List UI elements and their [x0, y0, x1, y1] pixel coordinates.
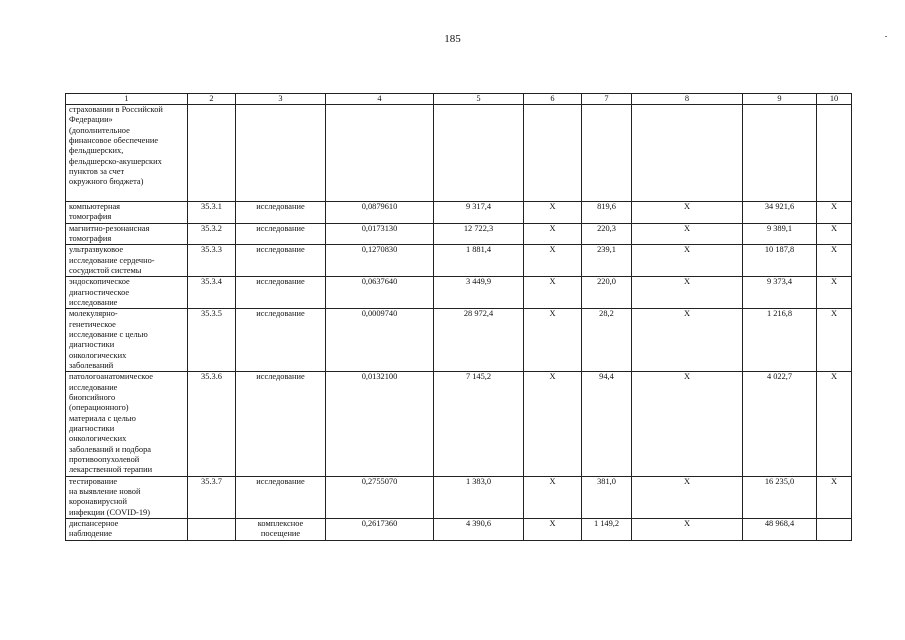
empty-cell	[524, 105, 582, 202]
unit-cell: исследование	[236, 223, 326, 245]
empty-cell	[188, 105, 236, 202]
value-cell-10: X	[817, 202, 852, 224]
value-cell-8: X	[632, 476, 743, 518]
unit-cell: исследование	[236, 372, 326, 476]
value-cell-4: 0,0132100	[326, 372, 434, 476]
value-cell-4: 0,0009740	[326, 309, 434, 372]
value-cell-5: 1 881,4	[434, 245, 524, 277]
unit-cell: исследование	[236, 202, 326, 224]
value-cell-9: 4 022,7	[743, 372, 817, 476]
table-row	[66, 223, 852, 245]
empty-cell	[743, 105, 817, 202]
value-cell-7: 381,0	[582, 476, 632, 518]
item-name-line: инфекции (COVID-19)	[69, 507, 150, 517]
column-header: 9	[743, 94, 817, 105]
value-cell-10: X	[817, 223, 852, 245]
value-cell-6: X	[524, 223, 582, 245]
item-name-line: генетическое	[69, 319, 116, 329]
code-cell: 35.3.1	[188, 202, 236, 224]
value-cell-7: 220,3	[582, 223, 632, 245]
item-name-line: диагностики	[69, 423, 115, 433]
empty-cell	[632, 105, 743, 202]
value-cell-7: 819,6	[582, 202, 632, 224]
value-cell-10	[817, 518, 852, 540]
empty-cell	[582, 105, 632, 202]
item-name-line: онкологических	[69, 350, 127, 360]
item-name-line: молекулярно-	[69, 309, 118, 319]
item-name-line: исследование сердечно-	[69, 255, 155, 265]
unit-cell: исследование	[236, 277, 326, 309]
value-cell-9: 1 216,8	[743, 309, 817, 372]
continuation-cell	[66, 105, 188, 202]
continuation-line: финансовое обеспечение	[69, 135, 159, 145]
item-name-cell	[66, 223, 188, 245]
value-cell-4: 0,0637640	[326, 277, 434, 309]
table-row	[66, 309, 852, 372]
value-cell-4: 0,2617360	[326, 518, 434, 540]
value-cell-7: 94,4	[582, 372, 632, 476]
unit-cell: исследование	[236, 245, 326, 277]
item-name-cell	[66, 202, 188, 224]
code-cell: 35.3.3	[188, 245, 236, 277]
continuation-line: пунктов за счет	[69, 166, 125, 176]
value-cell-5: 9 317,4	[434, 202, 524, 224]
scan-speck	[885, 36, 887, 37]
table-header-row	[66, 94, 852, 105]
column-header: 8	[632, 94, 743, 105]
item-name-line: лекарственной терапии	[69, 465, 153, 475]
item-name-line: сосудистой системы	[69, 265, 142, 275]
value-cell-5: 3 449,9	[434, 277, 524, 309]
value-cell-10: X	[817, 372, 852, 476]
table-row	[66, 518, 852, 540]
value-cell-5: 7 145,2	[434, 372, 524, 476]
item-name-cell	[66, 476, 188, 518]
column-header: 6	[524, 94, 582, 105]
item-name-line: исследование	[69, 297, 118, 307]
value-cell-4: 0,0173130	[326, 223, 434, 245]
table-row	[66, 245, 852, 277]
value-cell-7: 28,2	[582, 309, 632, 372]
value-cell-5: 1 383,0	[434, 476, 524, 518]
value-cell-6: X	[524, 476, 582, 518]
value-cell-6: X	[524, 245, 582, 277]
item-name-line: исследование с целью	[69, 329, 148, 339]
item-name-line: материала с целью	[69, 413, 136, 423]
unit-cell: исследование	[236, 309, 326, 372]
table-row	[66, 277, 852, 309]
continuation-row	[66, 105, 852, 202]
item-name-line: компьютерная	[69, 202, 121, 211]
value-cell-6: X	[524, 372, 582, 476]
item-name-cell	[66, 518, 188, 540]
value-cell-8: X	[632, 277, 743, 309]
item-name-line: наблюдение	[69, 529, 112, 539]
value-cell-9: 16 235,0	[743, 476, 817, 518]
item-name-line: диспансерное	[69, 518, 119, 528]
value-cell-6: X	[524, 277, 582, 309]
item-name-line: эндоскопическое	[69, 277, 130, 287]
column-header: 3	[236, 94, 326, 105]
column-header: 2	[188, 94, 236, 105]
continuation-line: Федерации»	[69, 115, 113, 125]
value-cell-8: X	[632, 309, 743, 372]
value-cell-5: 12 722,3	[434, 223, 524, 245]
code-cell: 35.3.4	[188, 277, 236, 309]
column-header: 10	[817, 94, 852, 105]
item-name-line: томография	[69, 233, 112, 243]
item-name-line: магнитно-резонансная	[69, 223, 150, 233]
value-cell-9: 9 373,4	[743, 277, 817, 309]
code-cell: 35.3.2	[188, 223, 236, 245]
value-cell-7: 220,0	[582, 277, 632, 309]
value-cell-6: X	[524, 202, 582, 224]
value-cell-9: 48 968,4	[743, 518, 817, 540]
empty-cell	[434, 105, 524, 202]
item-name-line: заболеваний и подбора	[69, 444, 151, 454]
unit-cell: комплексное посещение	[236, 518, 326, 540]
value-cell-9: 9 389,1	[743, 223, 817, 245]
value-cell-5: 28 972,4	[434, 309, 524, 372]
item-name-line: коронавирусной	[69, 497, 127, 507]
continuation-line: страховании в Российской	[69, 105, 163, 114]
item-name-line: заболеваний	[69, 360, 114, 370]
column-header: 7	[582, 94, 632, 105]
continuation-line: окружного бюджета)	[69, 177, 144, 187]
empty-cell	[817, 105, 852, 202]
column-header: 4	[326, 94, 434, 105]
item-name-line: диагностики	[69, 340, 115, 350]
value-cell-10: X	[817, 245, 852, 277]
code-cell: 35.3.5	[188, 309, 236, 372]
value-cell-6: X	[524, 309, 582, 372]
item-name-line: исследование	[69, 382, 118, 392]
column-header: 1	[66, 94, 188, 105]
value-cell-10: X	[817, 277, 852, 309]
item-name-line: на выявление новой	[69, 486, 141, 496]
item-name-line: биопсийного	[69, 392, 116, 402]
table-row	[66, 476, 852, 518]
item-name-line: онкологических	[69, 434, 127, 444]
code-cell	[188, 518, 236, 540]
unit-cell: исследование	[236, 476, 326, 518]
item-name-line: диагностическое	[69, 287, 130, 297]
empty-cell	[236, 105, 326, 202]
value-cell-9: 10 187,8	[743, 245, 817, 277]
empty-cell	[326, 105, 434, 202]
value-cell-4: 0,0879610	[326, 202, 434, 224]
item-name-cell	[66, 277, 188, 309]
value-cell-8: X	[632, 245, 743, 277]
value-cell-9: 34 921,6	[743, 202, 817, 224]
item-name-cell	[66, 372, 188, 476]
item-name-line: (операционного)	[69, 403, 129, 413]
column-header: 5	[434, 94, 524, 105]
value-cell-8: X	[632, 518, 743, 540]
continuation-line: (дополнительное	[69, 125, 130, 135]
item-name-line: томография	[69, 212, 112, 222]
value-cell-8: X	[632, 372, 743, 476]
continuation-line: фельдшерско-акушерских	[69, 156, 162, 166]
code-cell: 35.3.7	[188, 476, 236, 518]
table-row	[66, 202, 852, 224]
item-name-cell	[66, 245, 188, 277]
value-cell-10: X	[817, 309, 852, 372]
item-name-line: патологоанатомическое	[69, 372, 153, 382]
code-cell: 35.3.6	[188, 372, 236, 476]
data-table	[65, 93, 852, 541]
page-number: 185	[444, 33, 461, 45]
value-cell-5: 4 390,6	[434, 518, 524, 540]
value-cell-4: 0,2755070	[326, 476, 434, 518]
item-name-line: ультразвуковое	[69, 245, 124, 255]
item-name-cell	[66, 309, 188, 372]
table-row	[66, 372, 852, 476]
value-cell-7: 1 149,2	[582, 518, 632, 540]
value-cell-8: X	[632, 202, 743, 224]
value-cell-4: 0,1270830	[326, 245, 434, 277]
item-name-line: противоопухолевой	[69, 454, 140, 464]
value-cell-7: 239,1	[582, 245, 632, 277]
value-cell-8: X	[632, 223, 743, 245]
value-cell-10: X	[817, 476, 852, 518]
item-name-line: тестирование	[69, 476, 118, 486]
continuation-line: фельдшерских,	[69, 146, 124, 156]
value-cell-6: X	[524, 518, 582, 540]
